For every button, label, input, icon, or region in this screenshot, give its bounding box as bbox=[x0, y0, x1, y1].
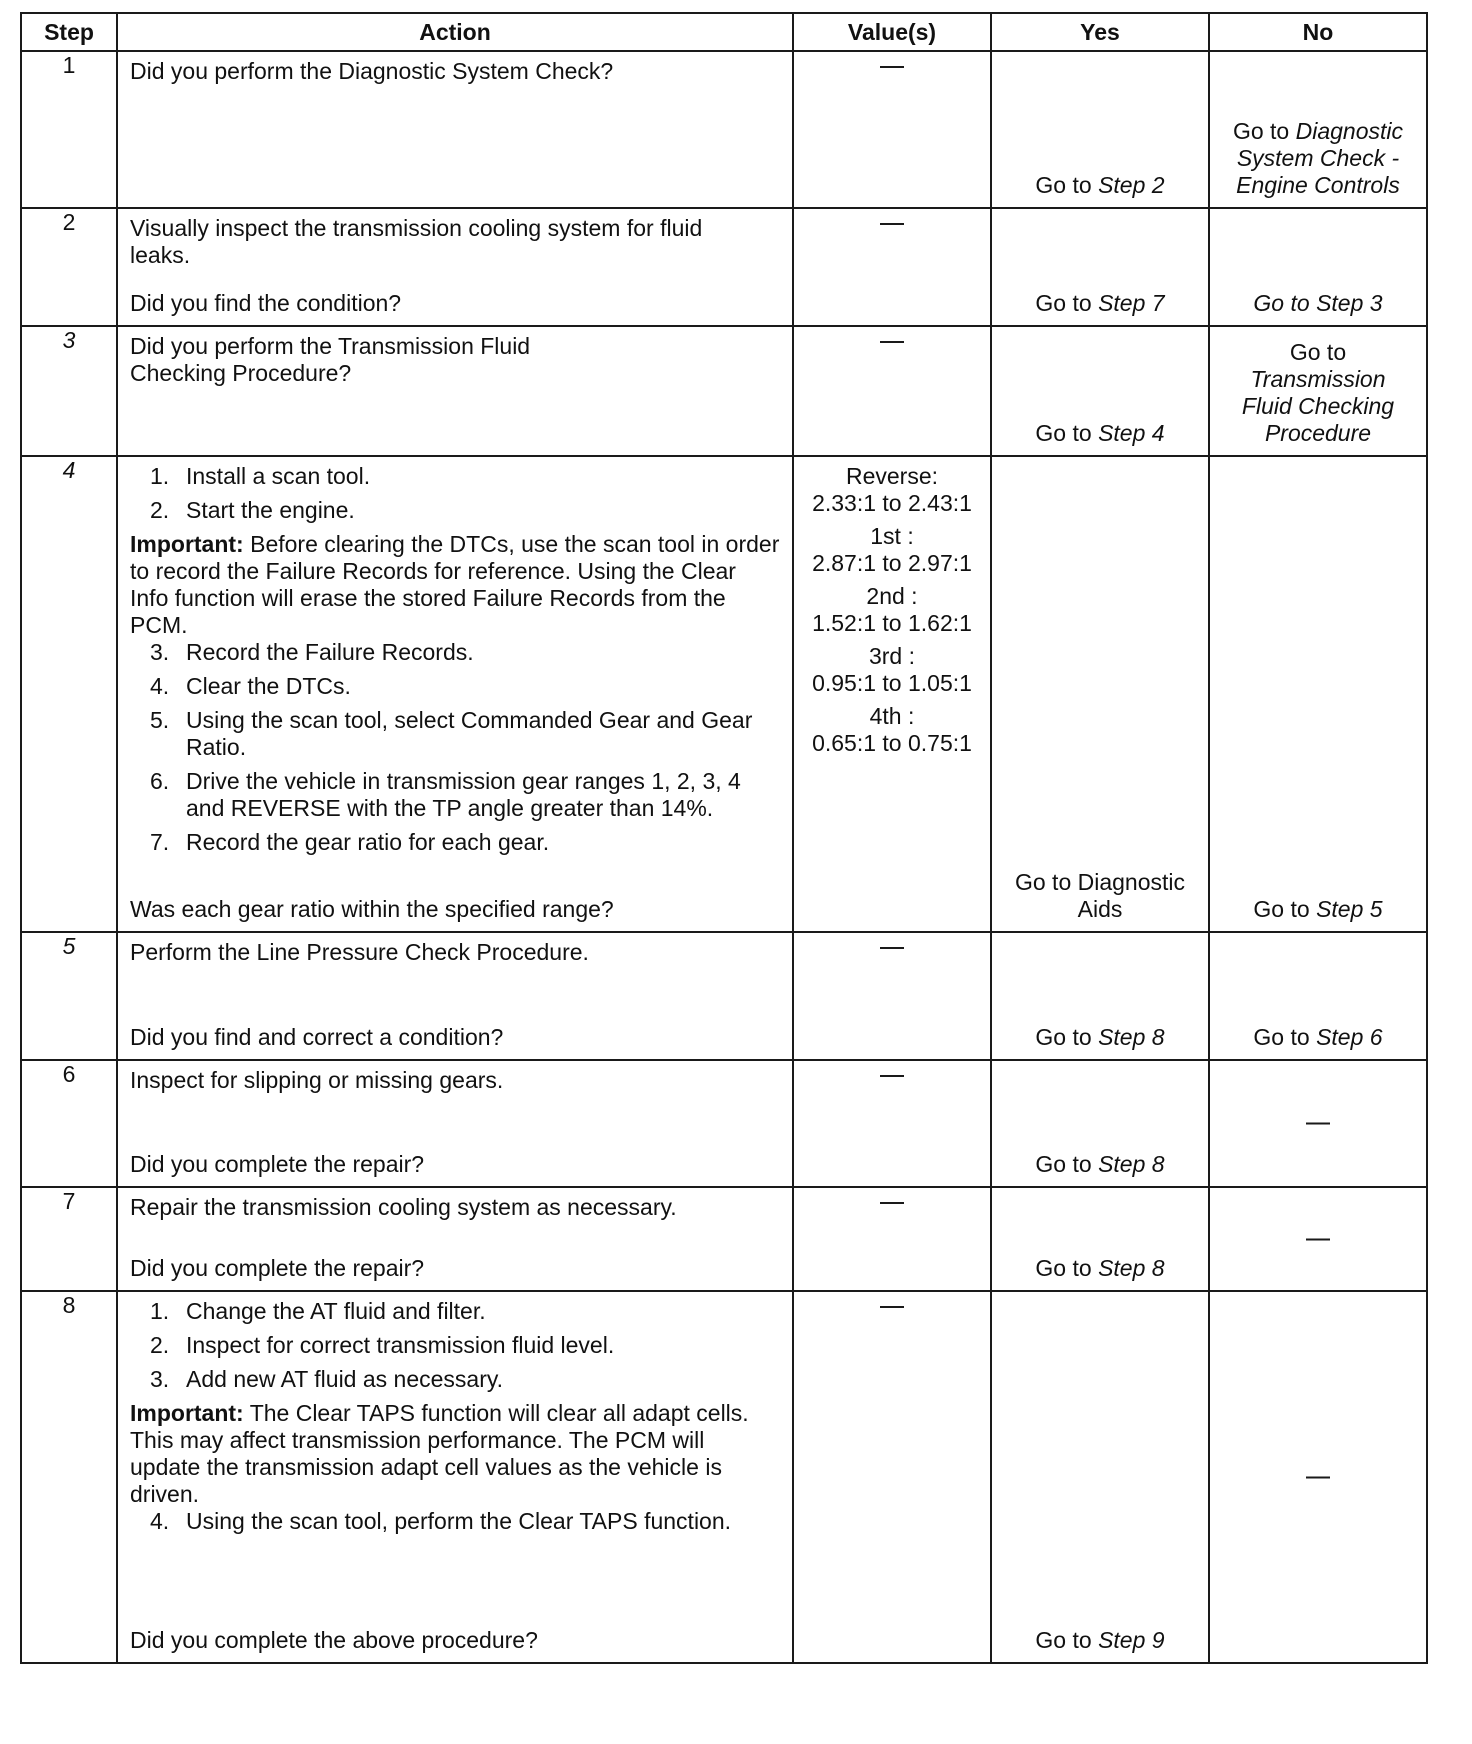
no-cell bbox=[1209, 456, 1427, 932]
gear-ratio-spec bbox=[794, 583, 990, 637]
list-item-text: Start the engine. bbox=[186, 497, 355, 523]
gear-ratio-range: 2.87:1 to 2.97:1 bbox=[812, 550, 972, 576]
no-goto[interactable] bbox=[1214, 1024, 1422, 1051]
yes-cell bbox=[991, 51, 1209, 208]
list-item bbox=[130, 497, 780, 524]
goto-prefix: Go to bbox=[1035, 1255, 1099, 1281]
step-number-cell bbox=[21, 208, 117, 326]
yes-cell bbox=[991, 1060, 1209, 1187]
list-item bbox=[130, 1332, 780, 1359]
values-cell bbox=[793, 932, 991, 1060]
goto-target: Step 5 bbox=[1316, 896, 1383, 922]
values-cell bbox=[793, 1187, 991, 1291]
header-step: Step bbox=[21, 13, 117, 51]
action-cell bbox=[117, 1291, 793, 1663]
action-cell bbox=[117, 208, 793, 326]
no-value-dash bbox=[1210, 1225, 1426, 1252]
step-number-cell bbox=[21, 1060, 117, 1187]
goto-target: Step 4 bbox=[1098, 420, 1165, 446]
gear-ratio-range: 0.65:1 to 0.75:1 bbox=[812, 730, 972, 756]
dash-mark bbox=[1306, 1476, 1330, 1478]
list-item-text: Add new AT fluid as necessary. bbox=[186, 1366, 504, 1392]
empty-value-dash bbox=[880, 341, 904, 343]
goto-prefix: Go to bbox=[1035, 290, 1099, 316]
goto-target: Step 8 bbox=[1098, 1151, 1165, 1177]
gear-ratio-range: 0.95:1 to 1.05:1 bbox=[812, 670, 972, 696]
empty-value-dash bbox=[880, 1075, 904, 1077]
important-text: The Clear TAPS function will clear all adapt cells. This may affect transmission performance. The PCM will update the transmission adapt cell values as the vehicle is driven. bbox=[130, 1400, 749, 1507]
list-item-text: Using the scan tool, select Commanded Gear and Gear Ratio. bbox=[186, 707, 753, 760]
header-yes: Yes bbox=[991, 13, 1209, 51]
list-item-number: 2. bbox=[150, 497, 170, 523]
important-label: Important: bbox=[130, 531, 244, 557]
goto-target: Step 9 bbox=[1098, 1627, 1165, 1653]
list-item bbox=[130, 1366, 780, 1393]
action-cell bbox=[117, 1060, 793, 1187]
goto-target: Diagnostic System Check - Engine Controls bbox=[1236, 118, 1404, 198]
list-item bbox=[130, 829, 780, 856]
no-cell bbox=[1209, 1291, 1427, 1663]
list-item bbox=[130, 463, 780, 490]
action-question: Did you perform the Diagnostic System Check? bbox=[130, 58, 614, 84]
goto-target: Step 7 bbox=[1098, 290, 1165, 316]
table-row bbox=[21, 456, 1427, 932]
no-goto[interactable]: Go to Step 3 bbox=[1253, 290, 1383, 316]
no-goto[interactable] bbox=[1214, 896, 1422, 923]
step-number-cell bbox=[21, 1291, 117, 1663]
step-number-cell bbox=[21, 51, 117, 208]
yes-cell bbox=[991, 208, 1209, 326]
procedure-list bbox=[130, 1298, 780, 1393]
no-goto[interactable] bbox=[1214, 339, 1422, 447]
header-no: No bbox=[1209, 13, 1427, 51]
action-question: Did you complete the repair? bbox=[130, 1151, 425, 1177]
gear-name: Reverse: bbox=[845, 463, 939, 489]
empty-value-dash bbox=[880, 223, 904, 225]
step-number: 2 bbox=[62, 209, 76, 235]
step-number: 7 bbox=[62, 1188, 76, 1214]
gear-name: 3rd : bbox=[868, 643, 916, 669]
no-cell bbox=[1209, 326, 1427, 456]
table-header-row bbox=[21, 13, 1427, 51]
yes-cell bbox=[991, 326, 1209, 456]
action-cell bbox=[117, 51, 793, 208]
step-number: 1 bbox=[62, 52, 76, 78]
list-item-number: 1. bbox=[150, 1298, 170, 1324]
no-value-dash bbox=[1210, 1109, 1426, 1136]
no-value-dash bbox=[1210, 1463, 1426, 1490]
list-item bbox=[130, 639, 780, 666]
action-question: Did you find and correct a condition? bbox=[130, 1024, 504, 1050]
goto-prefix: Go to bbox=[1035, 420, 1099, 446]
list-item bbox=[130, 1508, 780, 1535]
step-number: 3 bbox=[62, 327, 76, 353]
yes-goto[interactable]: Go to Diagnostic Aids bbox=[1014, 869, 1186, 922]
list-item bbox=[130, 1298, 780, 1325]
goto-prefix: Go to bbox=[1035, 1024, 1099, 1050]
goto-target: Step 2 bbox=[1098, 172, 1165, 198]
action-instruction: Perform the Line Pressure Check Procedure. bbox=[130, 939, 589, 965]
list-item-number: 6. bbox=[150, 768, 170, 794]
list-item-text: Change the AT fluid and filter. bbox=[186, 1298, 486, 1324]
goto-prefix: Go to bbox=[1253, 896, 1317, 922]
values-cell bbox=[793, 208, 991, 326]
no-cell bbox=[1209, 51, 1427, 208]
gear-ratio-spec bbox=[794, 643, 990, 697]
list-item-text: Record the Failure Records. bbox=[186, 639, 474, 665]
list-item-number: 4. bbox=[150, 673, 170, 699]
step-number-cell bbox=[21, 456, 117, 932]
action-cell bbox=[117, 1187, 793, 1291]
table-row bbox=[21, 1187, 1427, 1291]
gear-ratio-range: 1.52:1 to 1.62:1 bbox=[812, 610, 972, 636]
no-cell bbox=[1209, 1187, 1427, 1291]
goto-prefix: Go to bbox=[1253, 1024, 1317, 1050]
step-number-cell bbox=[21, 326, 117, 456]
action-instruction: Repair the transmission cooling system as necessary. bbox=[130, 1194, 677, 1220]
list-item-number: 3. bbox=[150, 639, 170, 665]
empty-value-dash bbox=[880, 1306, 904, 1308]
list-item bbox=[130, 768, 780, 822]
gear-name: 1st : bbox=[870, 523, 914, 549]
table-row bbox=[21, 932, 1427, 1060]
action-cell bbox=[117, 326, 793, 456]
goto-prefix: Go to bbox=[1232, 118, 1296, 144]
yes-goto[interactable] bbox=[996, 1255, 1204, 1282]
action-instruction: Visually inspect the transmission cooling system for fluid leaks. bbox=[130, 215, 703, 268]
dash-mark bbox=[1306, 1238, 1330, 1240]
important-note bbox=[130, 531, 780, 639]
yes-goto[interactable] bbox=[996, 1024, 1204, 1051]
list-item-text: Clear the DTCs. bbox=[186, 673, 351, 699]
goto-target: Step 8 bbox=[1098, 1255, 1165, 1281]
gear-name: 4th : bbox=[869, 703, 915, 729]
dash-mark bbox=[1306, 1123, 1330, 1125]
table-row bbox=[21, 51, 1427, 208]
step-number: 6 bbox=[62, 1061, 76, 1087]
list-item-text: Install a scan tool. bbox=[186, 463, 371, 489]
procedure-list bbox=[130, 1508, 780, 1535]
yes-goto[interactable] bbox=[996, 172, 1204, 199]
procedure-list bbox=[130, 639, 780, 856]
list-item-text: Using the scan tool, perform the Clear TAPS function. bbox=[186, 1508, 732, 1534]
yes-cell bbox=[991, 456, 1209, 932]
list-item-number: 5. bbox=[150, 707, 170, 733]
values-cell bbox=[793, 456, 991, 932]
list-item bbox=[130, 707, 780, 761]
goto-target: Step 8 bbox=[1098, 1024, 1165, 1050]
no-cell bbox=[1209, 1060, 1427, 1187]
empty-value-dash bbox=[880, 1202, 904, 1204]
list-item-text: Drive the vehicle in transmission gear ranges 1, 2, 3, 4 and REVERSE with the TP angle greater than 14%. bbox=[186, 768, 741, 821]
yes-goto[interactable] bbox=[996, 290, 1204, 317]
diagnostic-table bbox=[20, 12, 1428, 1664]
gear-ratio-spec bbox=[794, 703, 990, 757]
values-cell bbox=[793, 326, 991, 456]
table-row bbox=[21, 208, 1427, 326]
list-item-number: 1. bbox=[150, 463, 170, 489]
yes-goto[interactable] bbox=[996, 1627, 1204, 1654]
action-cell bbox=[117, 456, 793, 932]
no-goto[interactable] bbox=[1214, 118, 1422, 199]
yes-goto[interactable] bbox=[996, 420, 1204, 447]
values-cell bbox=[793, 1060, 991, 1187]
goto-prefix: Go to bbox=[1289, 339, 1347, 365]
action-question: Was each gear ratio within the specified range? bbox=[130, 896, 614, 922]
yes-goto[interactable] bbox=[996, 1151, 1204, 1178]
yes-cell bbox=[991, 1187, 1209, 1291]
list-item-number: 4. bbox=[150, 1508, 170, 1534]
goto-target: Transmission Fluid Checking Procedure bbox=[1241, 366, 1395, 446]
values-cell bbox=[793, 1291, 991, 1663]
important-label: Important: bbox=[130, 1400, 244, 1426]
list-item-number: 2. bbox=[150, 1332, 170, 1358]
table-row bbox=[21, 326, 1427, 456]
yes-cell bbox=[991, 932, 1209, 1060]
goto-prefix: Go to bbox=[1035, 1151, 1099, 1177]
yes-cell bbox=[991, 1291, 1209, 1663]
header-values: Value(s) bbox=[793, 13, 991, 51]
step-number-cell bbox=[21, 1187, 117, 1291]
list-item bbox=[130, 673, 780, 700]
step-number-cell bbox=[21, 932, 117, 1060]
important-text: Before clearing the DTCs, use the scan tool in order to record the Failure Records for reference. Using the Clear Info function will erase the stored Failure Records from the PCM. bbox=[130, 531, 780, 638]
header-action: Action bbox=[117, 13, 793, 51]
gear-ratio-spec bbox=[794, 523, 990, 577]
list-item-text: Record the gear ratio for each gear. bbox=[186, 829, 550, 855]
empty-value-dash bbox=[880, 66, 904, 68]
action-question: Did you perform the Transmission Fluid Checking Procedure? bbox=[130, 333, 531, 386]
action-question: Did you complete the repair? bbox=[130, 1255, 425, 1281]
list-item-text: Inspect for correct transmission fluid level. bbox=[186, 1332, 615, 1358]
list-item-number: 3. bbox=[150, 1366, 170, 1392]
important-note bbox=[130, 1400, 780, 1508]
action-question: Did you find the condition? bbox=[130, 290, 402, 316]
goto-prefix: Go to bbox=[1035, 172, 1099, 198]
table-row bbox=[21, 1060, 1427, 1187]
action-instruction: Inspect for slipping or missing gears. bbox=[130, 1067, 504, 1093]
procedure-list bbox=[130, 463, 780, 524]
gear-ratio-spec bbox=[794, 463, 990, 517]
table-row bbox=[21, 1291, 1427, 1663]
step-number: 4 bbox=[62, 457, 76, 483]
action-cell bbox=[117, 932, 793, 1060]
no-cell bbox=[1209, 932, 1427, 1060]
goto-prefix: Go to bbox=[1035, 1627, 1099, 1653]
action-question: Did you complete the above procedure? bbox=[130, 1627, 538, 1653]
step-number: 5 bbox=[62, 933, 76, 959]
empty-value-dash bbox=[880, 947, 904, 949]
gear-name: 2nd : bbox=[866, 583, 918, 609]
goto-target: Step 6 bbox=[1316, 1024, 1383, 1050]
values-cell bbox=[793, 51, 991, 208]
no-cell bbox=[1209, 208, 1427, 326]
step-number: 8 bbox=[62, 1292, 76, 1318]
list-item-number: 7. bbox=[150, 829, 170, 855]
gear-ratio-range: 2.33:1 to 2.43:1 bbox=[812, 490, 972, 516]
